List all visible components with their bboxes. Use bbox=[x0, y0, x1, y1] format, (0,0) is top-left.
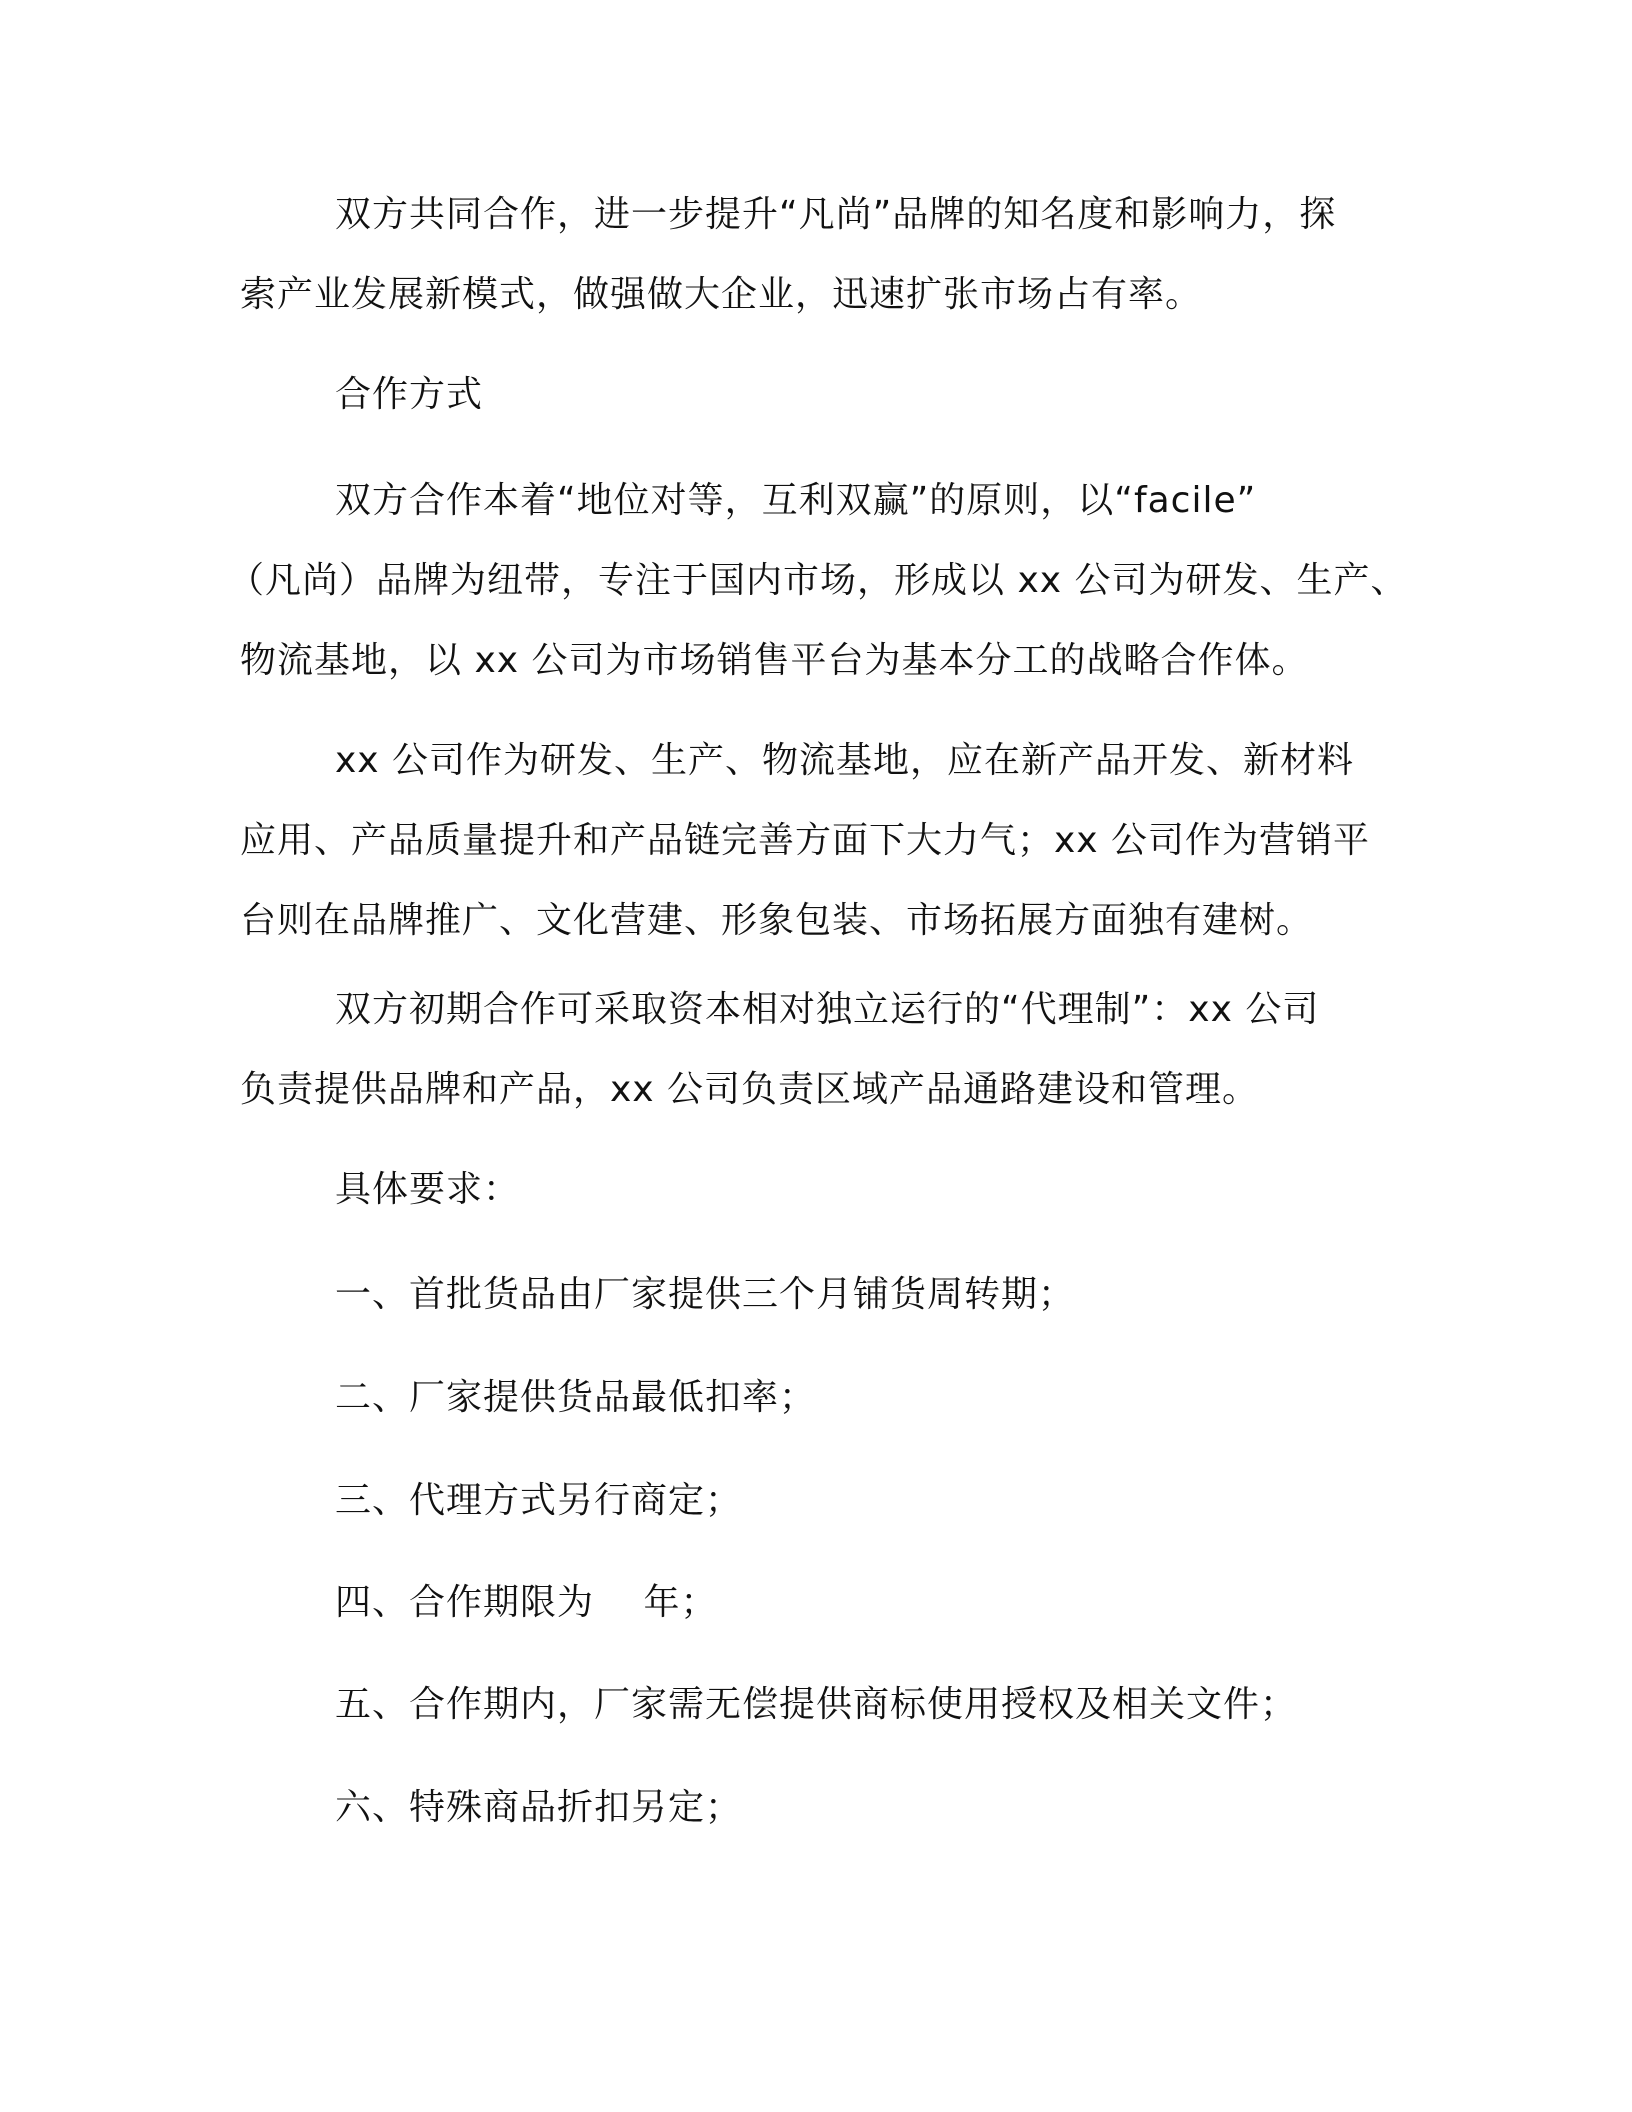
paragraph-division-of-labor bbox=[240, 721, 1380, 961]
text-line: 负责提供品牌和产品，xx 公司负责区域产品通路建设和管理。 bbox=[240, 1069, 1260, 1110]
text-line: 一、首批货品由厂家提供三个月铺货周转期； bbox=[335, 1274, 1076, 1315]
requirement-item-6 bbox=[240, 1768, 1380, 1848]
text-line: 双方合作本着“地位对等，互利双赢”的原则，以“facile” bbox=[335, 480, 1257, 521]
text-line: 应用、产品质量提升和产品链完善方面下大力气；xx 公司作为营销平 bbox=[240, 820, 1371, 861]
requirement-item-1 bbox=[240, 1255, 1380, 1335]
text-line: 具体要求： bbox=[335, 1169, 521, 1210]
text-line: 二、厂家提供货品最低扣率； bbox=[335, 1377, 817, 1418]
requirement-item-3 bbox=[240, 1461, 1380, 1541]
paragraph-intro bbox=[240, 175, 1380, 335]
text-line: xx 公司作为研发、生产、物流基地，应在新产品开发、新材料 bbox=[335, 740, 1355, 781]
section-heading-cooperation-mode bbox=[240, 355, 1380, 435]
text-line: 物流基地，以 xx 公司为市场销售平台为基本分工的战略合作体。 bbox=[240, 640, 1309, 681]
text-line: 五、合作期内，厂家需无偿提供商标使用授权及相关文件； bbox=[335, 1684, 1298, 1725]
section-heading-requirements bbox=[240, 1150, 1380, 1230]
text-line: 双方初期合作可采取资本相对独立运行的“代理制”：xx 公司 bbox=[335, 989, 1320, 1030]
text-line: 三、代理方式另行商定； bbox=[335, 1480, 743, 1521]
text-line: 四、合作期限为 年； bbox=[335, 1582, 718, 1623]
paragraph-principle bbox=[228, 461, 1408, 701]
text-line: 双方共同合作，进一步提升“凡尚”品牌的知名度和影响力，探 bbox=[335, 194, 1337, 235]
text-line: 索产业发展新模式，做强做大企业，迅速扩张市场占有率。 bbox=[240, 274, 1203, 315]
requirement-item-2 bbox=[240, 1358, 1380, 1438]
requirement-item-5 bbox=[240, 1665, 1380, 1745]
paragraph-agency-system bbox=[240, 970, 1380, 1130]
text-line: 台则在品牌推广、文化营建、形象包装、市场拓展方面独有建树。 bbox=[240, 900, 1314, 941]
text-line: （凡尚）品牌为纽带，专注于国内市场，形成以 xx 公司为研发、生产、 bbox=[228, 560, 1408, 601]
text-line: 六、特殊商品折扣另定； bbox=[335, 1787, 743, 1828]
requirement-item-4 bbox=[240, 1563, 1380, 1643]
text-line: 合作方式 bbox=[335, 374, 484, 415]
